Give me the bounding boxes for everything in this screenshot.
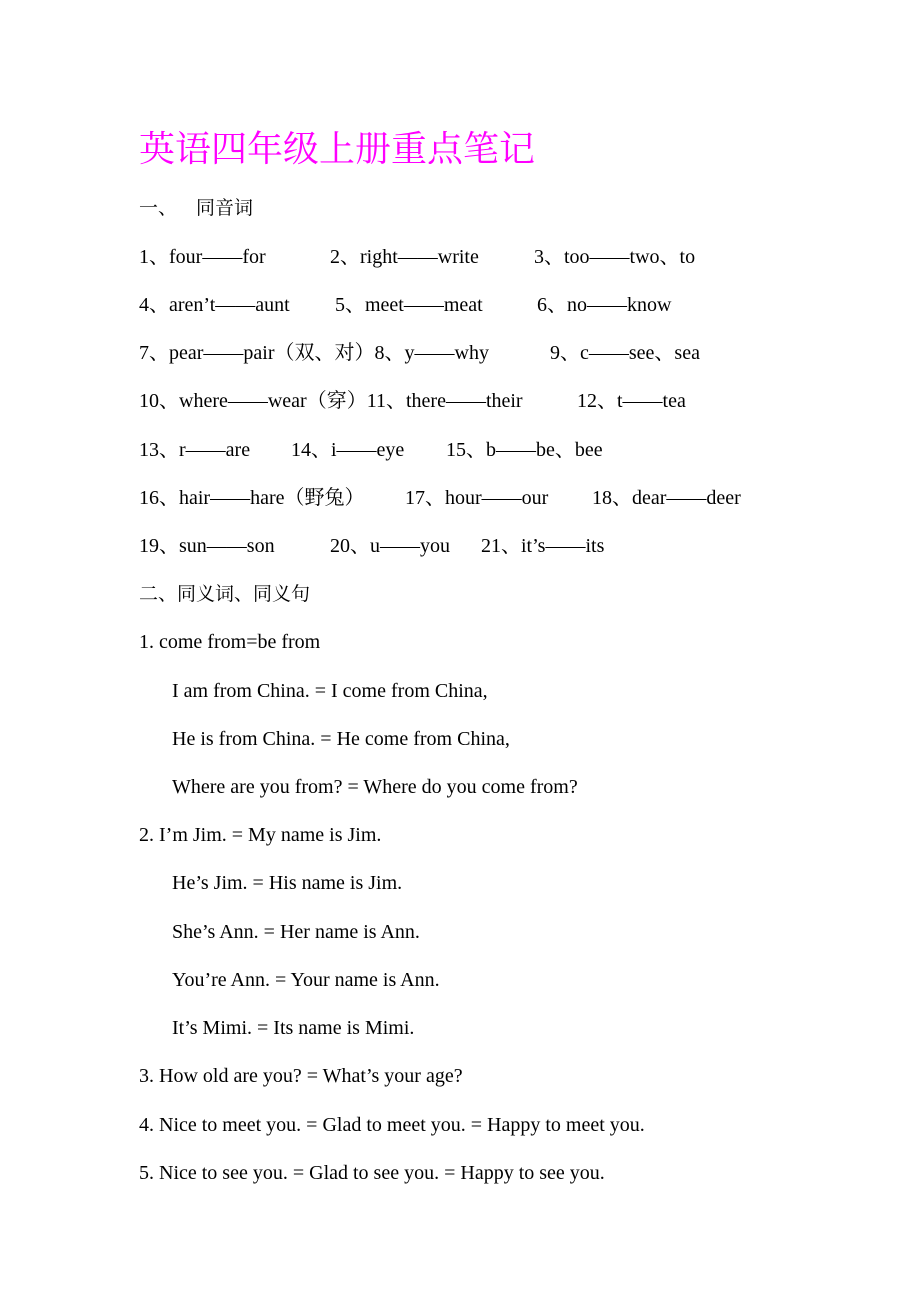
synonym-item: 5. Nice to see you. = Glad to see you. = Happy to see you. <box>139 1162 605 1184</box>
section-heading-synonyms: 二、同义词、同义句 <box>139 583 311 605</box>
homophone-entry: 14、i——eye <box>291 439 405 461</box>
synonym-item: 1. come from=be from <box>139 631 321 653</box>
synonym-sentence: She’s Ann. = Her name is Ann. <box>172 921 420 943</box>
synonym-sentence: I am from China. = I come from China, <box>172 680 488 702</box>
homophone-entry: 16、hair——hare（野兔） <box>139 487 365 509</box>
homophone-entry: 9、c——see、sea <box>550 342 700 364</box>
homophone-entry: 19、sun——son <box>139 535 275 557</box>
homophone-entry: 13、r——are <box>139 439 251 461</box>
homophone-entry: 4、aren’t——aunt <box>139 294 290 316</box>
section-number: 一、 <box>139 197 178 219</box>
synonym-sentence: It’s Mimi. = Its name is Mimi. <box>172 1017 415 1039</box>
homophone-entry: 6、no——know <box>537 294 672 316</box>
homophone-entry: 2、right——write <box>330 246 479 268</box>
homophone-entry: 12、t——tea <box>577 390 686 412</box>
synonym-item: 2. I’m Jim. = My name is Jim. <box>139 824 382 846</box>
homophone-entry: 5、meet——meat <box>335 294 483 316</box>
homophone-entry: 17、hour——our <box>405 487 549 509</box>
homophone-entry: 20、u——you <box>330 535 450 557</box>
homophone-entry: 7、pear——pair（双、对）8、y——why <box>139 342 489 364</box>
homophone-entry: 21、it’s——its <box>481 535 605 557</box>
page-title: 英语四年级上册重点笔记 <box>139 129 536 170</box>
synonym-sentence: Where are you from? = Where do you come from? <box>172 776 578 798</box>
homophone-entry: 1、four——for <box>139 246 266 268</box>
synonym-item: 3. How old are you? = What’s your age? <box>139 1065 463 1087</box>
homophone-entry: 3、too——two、to <box>534 246 696 268</box>
section-title: 同音词 <box>196 197 254 219</box>
homophone-entry: 15、b——be、bee <box>446 439 603 461</box>
homophone-entry: 10、where——wear（穿）11、there——their <box>139 390 523 412</box>
synonym-sentence: You’re Ann. = Your name is Ann. <box>172 969 440 991</box>
synonym-item: 4. Nice to meet you. = Glad to meet you. = Happy to meet you. <box>139 1114 645 1136</box>
synonym-sentence: He is from China. = He come from China, <box>172 728 510 750</box>
homophone-entry: 18、dear——deer <box>592 487 741 509</box>
synonym-sentence: He’s Jim. = His name is Jim. <box>172 872 403 894</box>
